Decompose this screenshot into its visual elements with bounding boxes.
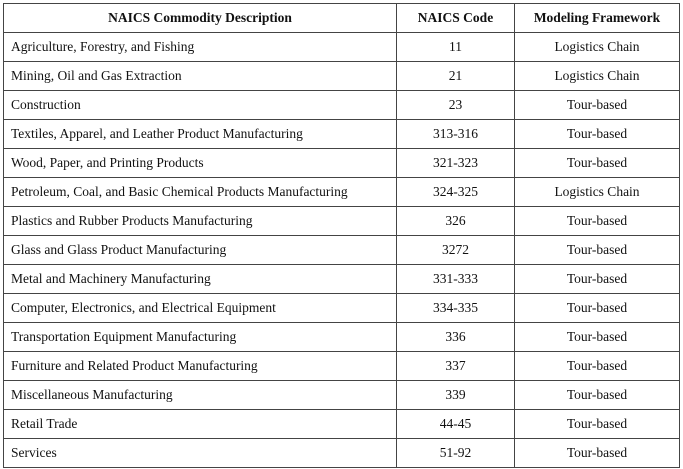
cell-framework: Tour-based bbox=[515, 439, 680, 468]
cell-code: 23 bbox=[397, 91, 515, 120]
cell-code: 336 bbox=[397, 323, 515, 352]
cell-code: 3272 bbox=[397, 236, 515, 265]
cell-code: 321-323 bbox=[397, 149, 515, 178]
header-code: NAICS Code bbox=[397, 4, 515, 33]
table-body bbox=[4, 33, 680, 468]
cell-description: Services bbox=[4, 439, 397, 468]
cell-description: Textiles, Apparel, and Leather Product Manufacturing bbox=[4, 120, 397, 149]
table-row bbox=[4, 33, 680, 62]
cell-code: 331-333 bbox=[397, 265, 515, 294]
cell-code: 324-325 bbox=[397, 178, 515, 207]
cell-framework: Logistics Chain bbox=[515, 178, 680, 207]
cell-description: Agriculture, Forestry, and Fishing bbox=[4, 33, 397, 62]
cell-framework: Tour-based bbox=[515, 323, 680, 352]
cell-description: Mining, Oil and Gas Extraction bbox=[4, 62, 397, 91]
cell-description: Petroleum, Coal, and Basic Chemical Products Manufacturing bbox=[4, 178, 397, 207]
cell-code: 339 bbox=[397, 381, 515, 410]
table-row bbox=[4, 294, 680, 323]
cell-description: Wood, Paper, and Printing Products bbox=[4, 149, 397, 178]
cell-description: Furniture and Related Product Manufacturing bbox=[4, 352, 397, 381]
table-header bbox=[4, 4, 680, 33]
cell-description: Construction bbox=[4, 91, 397, 120]
cell-framework: Logistics Chain bbox=[515, 62, 680, 91]
naics-commodity-table bbox=[3, 3, 680, 468]
cell-framework: Tour-based bbox=[515, 91, 680, 120]
cell-framework: Logistics Chain bbox=[515, 33, 680, 62]
table-row bbox=[4, 265, 680, 294]
table-row bbox=[4, 207, 680, 236]
table-row bbox=[4, 149, 680, 178]
header-framework: Modeling Framework bbox=[515, 4, 680, 33]
table-row bbox=[4, 381, 680, 410]
cell-framework: Tour-based bbox=[515, 236, 680, 265]
cell-framework: Tour-based bbox=[515, 149, 680, 178]
naics-table-container bbox=[3, 3, 679, 468]
cell-code: 326 bbox=[397, 207, 515, 236]
table-row bbox=[4, 62, 680, 91]
cell-framework: Tour-based bbox=[515, 120, 680, 149]
table-row bbox=[4, 236, 680, 265]
cell-code: 21 bbox=[397, 62, 515, 91]
cell-code: 313-316 bbox=[397, 120, 515, 149]
cell-description: Retail Trade bbox=[4, 410, 397, 439]
cell-description: Glass and Glass Product Manufacturing bbox=[4, 236, 397, 265]
cell-framework: Tour-based bbox=[515, 410, 680, 439]
cell-description: Transportation Equipment Manufacturing bbox=[4, 323, 397, 352]
cell-code: 51-92 bbox=[397, 439, 515, 468]
header-description: NAICS Commodity Description bbox=[4, 4, 397, 33]
cell-framework: Tour-based bbox=[515, 381, 680, 410]
cell-code: 11 bbox=[397, 33, 515, 62]
cell-code: 334-335 bbox=[397, 294, 515, 323]
cell-description: Metal and Machinery Manufacturing bbox=[4, 265, 397, 294]
cell-framework: Tour-based bbox=[515, 294, 680, 323]
table-row bbox=[4, 323, 680, 352]
cell-description: Plastics and Rubber Products Manufacturing bbox=[4, 207, 397, 236]
table-row bbox=[4, 91, 680, 120]
table-row bbox=[4, 352, 680, 381]
header-row bbox=[4, 4, 680, 33]
cell-description: Computer, Electronics, and Electrical Equipment bbox=[4, 294, 397, 323]
cell-framework: Tour-based bbox=[515, 352, 680, 381]
cell-framework: Tour-based bbox=[515, 207, 680, 236]
table-row bbox=[4, 178, 680, 207]
table-row bbox=[4, 439, 680, 468]
cell-code: 44-45 bbox=[397, 410, 515, 439]
cell-code: 337 bbox=[397, 352, 515, 381]
table-row bbox=[4, 120, 680, 149]
cell-framework: Tour-based bbox=[515, 265, 680, 294]
table-row bbox=[4, 410, 680, 439]
cell-description: Miscellaneous Manufacturing bbox=[4, 381, 397, 410]
